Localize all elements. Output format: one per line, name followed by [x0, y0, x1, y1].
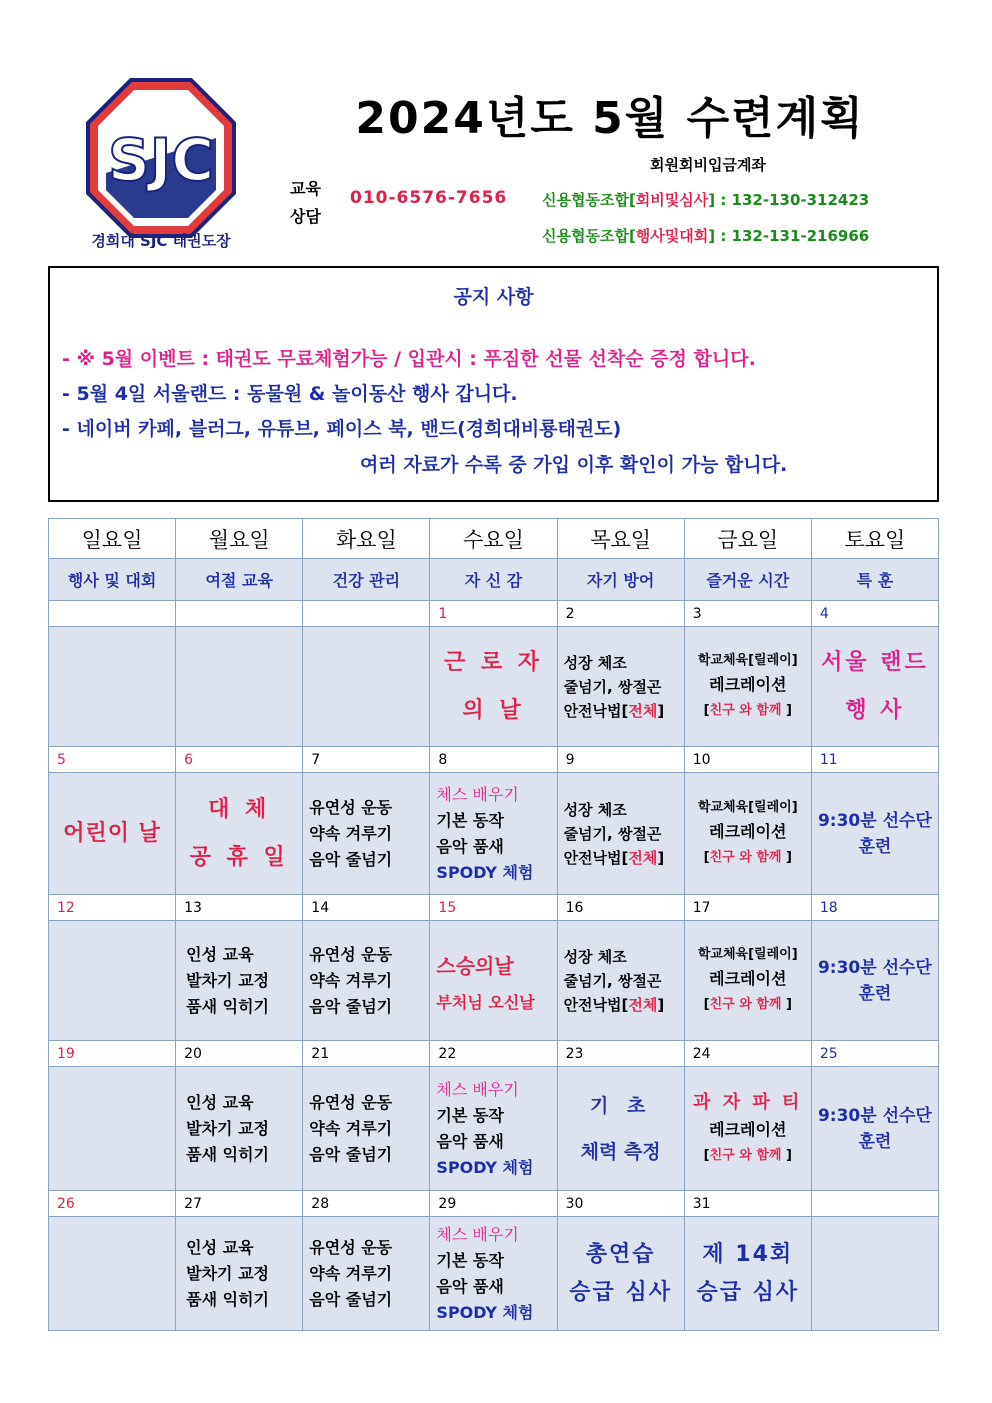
day-content [49, 1217, 176, 1331]
notice-line-3: - 네이버 카페, 블러그, 유튜브, 페이스 북, 밴드(경희대비룡태권도) [62, 418, 622, 440]
buddha-day: 부처님 오신날 [436, 992, 535, 1012]
date-cell: 28 [303, 1191, 430, 1217]
team-1: 9:30분 선수단 [817, 810, 932, 831]
chess-3: 음악 품새 [436, 1276, 504, 1296]
fun-3: [친구 와 함께 ] [703, 996, 792, 1012]
chess-2: 기본 동작 [436, 1250, 504, 1270]
day-content [430, 1217, 557, 1331]
fun-3: [친구 와 함께 ] [703, 1147, 792, 1163]
theme-sat: 특 훈 [811, 559, 938, 601]
holiday-2: 공 휴 일 [189, 844, 289, 870]
day-content [303, 627, 430, 747]
fun-2: 레크레이션 [709, 968, 787, 988]
notice-box [48, 266, 939, 502]
page-title: 2024년도 5월 수련계획 [355, 93, 865, 144]
day-content [303, 1217, 430, 1331]
char-1: 인성 교육 [186, 944, 254, 964]
char-3: 품새 익히기 [186, 1144, 269, 1164]
date-cell: 25 [811, 1041, 938, 1067]
review-1: 총연습 [585, 1241, 656, 1267]
week-2-dates [49, 747, 939, 773]
day-content [176, 627, 303, 747]
date-cell: 22 [430, 1041, 557, 1067]
basic-2: 체력 측정 [580, 1140, 661, 1163]
fun-2: 레크레이션 [709, 1119, 787, 1139]
week-2-body [49, 773, 939, 895]
date-cell: 2 [557, 601, 684, 627]
day-content [176, 773, 303, 895]
day-content [557, 773, 684, 895]
chess-4: SPODY 체험 [436, 1302, 534, 1322]
logo-caption: 경희대 SJC 태권도장 [91, 232, 231, 248]
week-1-dates [49, 601, 939, 627]
char-3: 품새 익히기 [186, 1289, 269, 1309]
fun-3: [친구 와 함께 ] [703, 849, 792, 865]
day-sun: 일요일 [49, 519, 176, 559]
seoulland-1: 서울 랜드 [821, 649, 929, 675]
chess-1: 체스 배우기 [436, 1079, 519, 1099]
date-cell: 27 [176, 1191, 303, 1217]
char-3: 품새 익히기 [186, 996, 269, 1016]
flex-2: 약속 겨루기 [309, 823, 393, 843]
team-2: 훈련 [858, 1131, 892, 1152]
date-cell: 18 [811, 895, 938, 921]
day-content [811, 1067, 938, 1191]
theme-fri: 즐거운 시간 [684, 559, 811, 601]
day-sat: 토요일 [811, 519, 938, 559]
flex-2: 약속 겨루기 [309, 1118, 393, 1138]
char-1: 인성 교육 [186, 1092, 254, 1112]
grow-2: 줄넘기, 쌍절곤 [563, 677, 662, 696]
day-header-row [49, 519, 939, 559]
date-cell: 10 [684, 747, 811, 773]
logo-text: SJC [108, 126, 214, 194]
date-cell [176, 601, 303, 627]
account-2-bank: 신용협동조합[ [542, 227, 636, 245]
account-2 [542, 225, 869, 246]
grow-1: 성장 체조 [563, 800, 627, 819]
chess-2: 기본 동작 [436, 1105, 504, 1125]
date-cell: 21 [303, 1041, 430, 1067]
chess-2: 기본 동작 [436, 810, 504, 830]
fun-2: 레크레이션 [709, 674, 787, 694]
date-cell: 20 [176, 1041, 303, 1067]
day-content [811, 627, 938, 747]
basic-1: 기 초 [589, 1094, 652, 1117]
teachers-day: 스승의날 [436, 953, 514, 978]
workers-day-1: 근 로 자 [443, 649, 544, 675]
grow-3: 안전낙법[전체] [563, 995, 665, 1014]
flex-2: 약속 겨루기 [309, 970, 393, 990]
date-cell: 5 [49, 747, 176, 773]
day-content [49, 1067, 176, 1191]
day-tue: 화요일 [303, 519, 430, 559]
date-cell: 13 [176, 895, 303, 921]
day-content [303, 1067, 430, 1191]
date-cell: 9 [557, 747, 684, 773]
day-wed: 수요일 [430, 519, 557, 559]
phone-number: 010-6576-7656 [350, 188, 508, 208]
grow-2: 줄넘기, 쌍절곤 [563, 824, 662, 843]
theme-sun: 행사 및 대회 [49, 559, 176, 601]
team-2: 훈련 [858, 983, 892, 1004]
flex-2: 약속 겨루기 [309, 1263, 393, 1283]
day-content [430, 627, 557, 747]
day-thu: 목요일 [557, 519, 684, 559]
grow-2: 줄넘기, 쌍절곤 [563, 971, 662, 990]
flex-1: 유연성 운동 [309, 797, 393, 817]
week-3-dates [49, 895, 939, 921]
seoulland-2: 행 사 [845, 697, 905, 723]
fun-1: 학교체육[릴레이] [697, 799, 798, 815]
theme-tue: 건강 관리 [303, 559, 430, 601]
account-2-number: ] : 132-131-216966 [708, 227, 870, 245]
char-2: 발차기 교정 [186, 970, 269, 990]
account-1 [542, 189, 869, 210]
day-content [430, 921, 557, 1041]
theme-row [49, 559, 939, 601]
day-content [684, 1217, 811, 1331]
date-cell: 14 [303, 895, 430, 921]
sjc-logo [86, 78, 236, 248]
day-content [684, 773, 811, 895]
day-content [557, 627, 684, 747]
notice-title: 공지 사항 [453, 286, 534, 308]
date-cell: 29 [430, 1191, 557, 1217]
char-2: 발차기 교정 [186, 1118, 269, 1138]
day-content [684, 921, 811, 1041]
date-cell: 26 [49, 1191, 176, 1217]
chess-1: 체스 배우기 [436, 1224, 519, 1244]
chess-3: 음악 품새 [436, 1131, 504, 1151]
grow-1: 성장 체조 [563, 947, 627, 966]
chess-4: SPODY 체험 [436, 1157, 534, 1177]
day-content [176, 1067, 303, 1191]
date-cell: 12 [49, 895, 176, 921]
chess-4: SPODY 체험 [436, 862, 534, 882]
theme-wed: 자 신 감 [430, 559, 557, 601]
char-2: 발차기 교정 [186, 1263, 269, 1283]
week-1-body [49, 627, 939, 747]
week-5-dates [49, 1191, 939, 1217]
workers-day-2: 의 날 [462, 697, 525, 723]
day-content [557, 1217, 684, 1331]
date-cell: 19 [49, 1041, 176, 1067]
snack-party: 과 자 파 티 [693, 1091, 803, 1113]
edu-label [290, 175, 321, 231]
day-fri: 금요일 [684, 519, 811, 559]
grow-3: 안전낙법[전체] [563, 701, 665, 720]
notice-line-4: 여러 자료가 수록 중 가입 이후 확인이 가능 합니다. [360, 454, 788, 476]
team-2: 훈련 [858, 836, 892, 857]
calendar-table [48, 518, 939, 1331]
flex-3: 음악 줄넘기 [309, 1144, 393, 1164]
date-cell: 17 [684, 895, 811, 921]
theme-thu: 자기 방어 [557, 559, 684, 601]
day-content [49, 773, 176, 895]
date-cell: 1 [430, 601, 557, 627]
day-content [557, 1067, 684, 1191]
flex-1: 유연성 운동 [309, 1237, 393, 1257]
grow-1: 성장 체조 [563, 653, 627, 672]
day-content [684, 1067, 811, 1191]
day-content [430, 773, 557, 895]
date-cell: 16 [557, 895, 684, 921]
holiday-1: 대 체 [208, 796, 271, 822]
fun-3: [친구 와 함께 ] [703, 702, 792, 718]
notice-line-2: - 5월 4일 서울랜드 : 동물원 & 놀이동산 행사 갑니다. [62, 383, 518, 405]
edu-label-2: 상담 [290, 207, 321, 226]
chess-1: 체스 배우기 [436, 784, 519, 804]
date-cell [811, 1191, 938, 1217]
day-content [811, 773, 938, 895]
week-4-body [49, 1067, 939, 1191]
flex-1: 유연성 운동 [309, 944, 393, 964]
date-cell: 15 [430, 895, 557, 921]
date-cell: 30 [557, 1191, 684, 1217]
date-cell: 6 [176, 747, 303, 773]
day-content [49, 921, 176, 1041]
flex-3: 음악 줄넘기 [309, 996, 393, 1016]
fun-1: 학교체육[릴레이] [697, 946, 798, 962]
day-content [684, 627, 811, 747]
day-content [176, 921, 303, 1041]
account-1-type: 회비및심사 [635, 191, 709, 209]
exam-1: 제 14회 [702, 1241, 794, 1267]
date-cell: 7 [303, 747, 430, 773]
week-5-body [49, 1217, 939, 1331]
account-2-type: 행사및대회 [635, 227, 709, 245]
date-cell [49, 601, 176, 627]
notice-line-1: - ※ 5월 이벤트 : 태권도 무료체험가능 / 입관시 : 푸짐한 선물 선착순 증정 합니다. [62, 348, 756, 370]
day-content [176, 1217, 303, 1331]
day-content [811, 921, 938, 1041]
theme-mon: 여절 교육 [176, 559, 303, 601]
date-cell: 11 [811, 747, 938, 773]
exam-2: 승급 심사 [696, 1279, 800, 1305]
date-cell [303, 601, 430, 627]
account-heading: 회원회비입금계좌 [650, 156, 766, 174]
day-mon: 월요일 [176, 519, 303, 559]
date-cell: 8 [430, 747, 557, 773]
review-2: 승급 심사 [569, 1279, 672, 1305]
day-content [430, 1067, 557, 1191]
fun-1: 학교체육[릴레이] [697, 652, 798, 668]
grow-3: 안전낙법[전체] [563, 848, 665, 867]
char-1: 인성 교육 [186, 1237, 254, 1257]
week-4-dates [49, 1041, 939, 1067]
team-1: 9:30분 선수단 [817, 1105, 932, 1126]
day-content [557, 921, 684, 1041]
day-content [303, 773, 430, 895]
edu-label-1: 교육 [290, 179, 321, 198]
chess-3: 음악 품새 [436, 836, 504, 856]
flex-1: 유연성 운동 [309, 1092, 393, 1112]
date-cell: 31 [684, 1191, 811, 1217]
date-cell: 24 [684, 1041, 811, 1067]
week-3-body [49, 921, 939, 1041]
fun-2: 레크레이션 [709, 821, 787, 841]
flex-3: 음악 줄넘기 [309, 849, 393, 869]
date-cell: 4 [811, 601, 938, 627]
account-1-bank: 신용협동조합[ [542, 191, 636, 209]
childrens-day: 어린이 날 [63, 820, 161, 846]
flex-3: 음악 줄넘기 [309, 1289, 393, 1309]
day-content [303, 921, 430, 1041]
date-cell: 23 [557, 1041, 684, 1067]
account-1-number: ] : 132-130-312423 [708, 191, 870, 209]
date-cell: 3 [684, 601, 811, 627]
team-1: 9:30분 선수단 [817, 957, 932, 978]
day-content [49, 627, 176, 747]
day-content [811, 1217, 938, 1331]
